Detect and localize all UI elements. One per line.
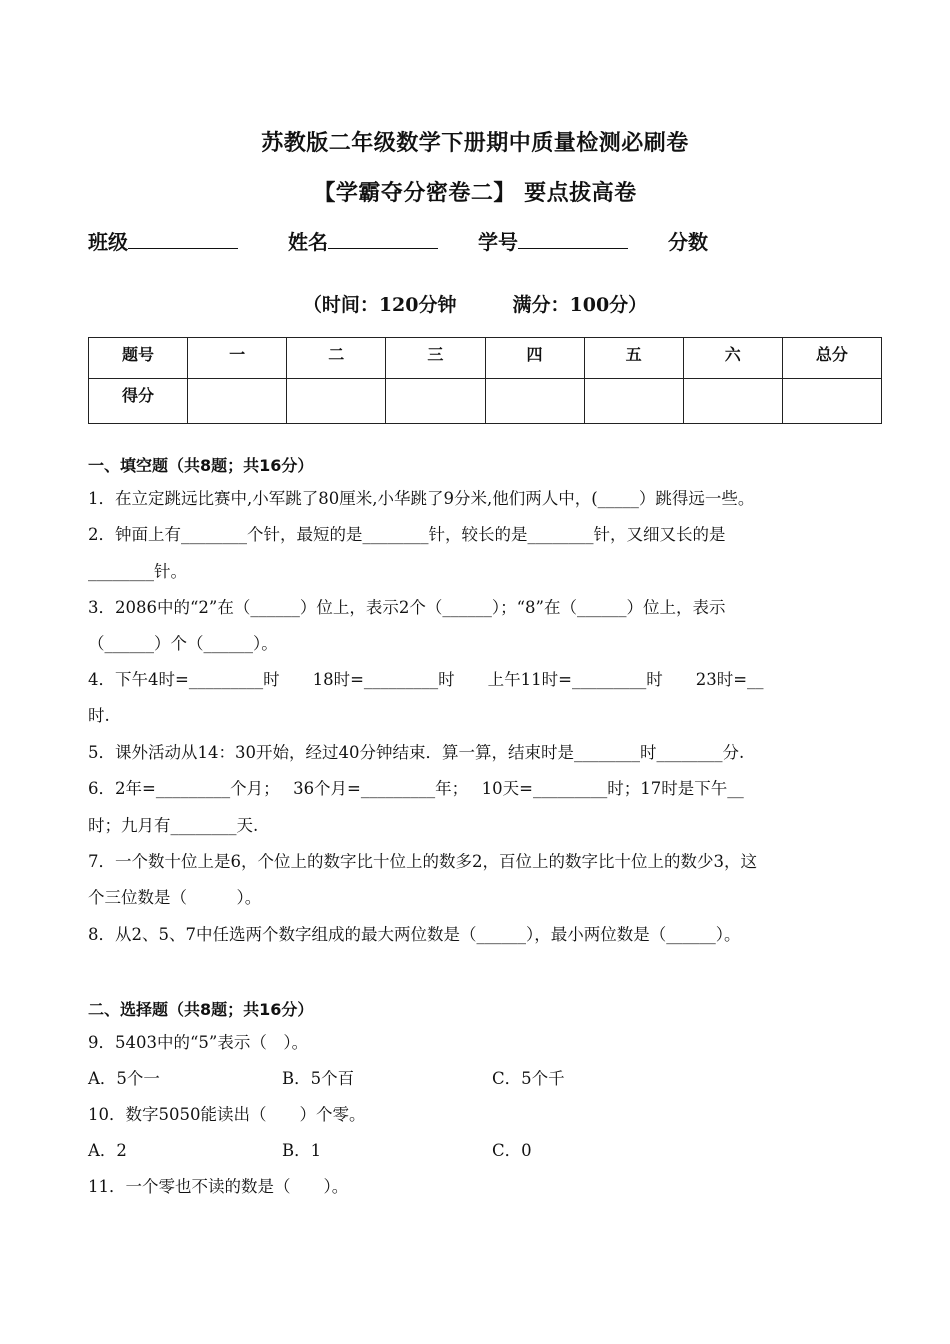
score-table-header-row [89, 338, 882, 379]
q10-option-a[interactable]: A．2 [88, 1141, 127, 1160]
time-info [0, 290, 950, 317]
question-line: 8．从2、5、7中任选两个数字组成的最大两位数是（______），最小两位数是（______）。 [88, 925, 741, 944]
score-cell[interactable] [386, 379, 485, 424]
score-cell[interactable] [287, 379, 386, 424]
question-9: 9．5403中的“5”表示（ ）。 [88, 1033, 309, 1052]
score-cell[interactable] [188, 379, 287, 424]
question-line: （______）个（______）。 [88, 634, 278, 653]
section1-heading: 一、填空题（共8题；共16分） [88, 456, 314, 475]
exam-title: 苏教版二年级数学下册期中质量检测必刷卷 [261, 131, 689, 156]
id-label: 学号 [478, 230, 518, 254]
question-line: 1．在立定跳远比赛中,小军跳了80厘米,小华跳了9分米,他们两人中，(_____）跳得远一些。 [88, 489, 755, 508]
name-blank [328, 228, 438, 249]
score-table-header-cell: 二 [287, 338, 386, 379]
score-table-header-cell: 六 [683, 338, 782, 379]
full-score: 满分：100分） [512, 294, 648, 316]
question-line: 7．一个数十位上是6，个位上的数字比十位上的数多2，百位上的数字比十位上的数少3，这 [88, 852, 757, 871]
score-table-header-cell: 题号 [89, 338, 188, 379]
id-blank [518, 228, 628, 249]
score-cell[interactable] [782, 379, 881, 424]
question-line: ________针。 [88, 562, 187, 581]
question-11: 11．一个零也不读的数是（ ）。 [88, 1177, 349, 1196]
score-cell[interactable] [683, 379, 782, 424]
question-line: 时. [88, 706, 110, 725]
time-duration: （时间：120分钟 [302, 294, 457, 316]
name-label: 姓名 [288, 230, 328, 254]
score-label: 分数 [668, 230, 708, 254]
question-line: 2．钟面上有________个针，最短的是________针，较长的是________针，又细又长的是 [88, 525, 726, 544]
id-field [478, 226, 628, 255]
question-10: 10．数字5050能读出（ ）个零。 [88, 1105, 366, 1124]
question-line: 6．2年=_________个月； 36个月=_________年； 10天=_________时；17时是下午__ [88, 779, 744, 798]
score-table-score-row [89, 379, 882, 424]
score-field [668, 226, 708, 255]
score-cell[interactable] [584, 379, 683, 424]
score-table [88, 337, 882, 424]
score-row-label: 得分 [89, 379, 188, 424]
question-line: 5．课外活动从14：30开始，经过40分钟结束．算一算，结束时是________时________分. [88, 743, 745, 762]
name-field [288, 226, 438, 255]
question-line: 4．下午4时=_________时 18时=_________时 上午11时=_________时 23时=__ [88, 670, 764, 689]
q9-option-c[interactable]: C．5个千 [492, 1069, 565, 1088]
score-table-header-cell: 四 [485, 338, 584, 379]
q9-option-b[interactable]: B．5个百 [282, 1069, 355, 1088]
question-line: 时；九月有________天. [88, 816, 259, 835]
score-cell[interactable] [485, 379, 584, 424]
q10-option-c[interactable]: C．0 [492, 1141, 532, 1160]
q9-option-a[interactable]: A．5个一 [88, 1069, 160, 1088]
class-blank [128, 228, 238, 249]
q10-option-b[interactable]: B．1 [282, 1141, 322, 1160]
score-table-header-cell: 三 [386, 338, 485, 379]
section2-heading: 二、选择题（共8题；共16分） [88, 1000, 314, 1019]
class-field [88, 226, 238, 255]
score-table-header-cell: 五 [584, 338, 683, 379]
question-line: 3．2086中的“2”在（______）位上，表示2个（______）；“8”在（______）位上，表示 [88, 598, 726, 617]
question-line: 个三位数是（ ）。 [88, 888, 262, 907]
exam-subtitle: 【学霸夺分密卷二】 要点拔高卷 [313, 181, 637, 206]
score-table-header-cell: 总分 [782, 338, 881, 379]
score-table-header-cell: 一 [188, 338, 287, 379]
class-label: 班级 [88, 230, 128, 254]
